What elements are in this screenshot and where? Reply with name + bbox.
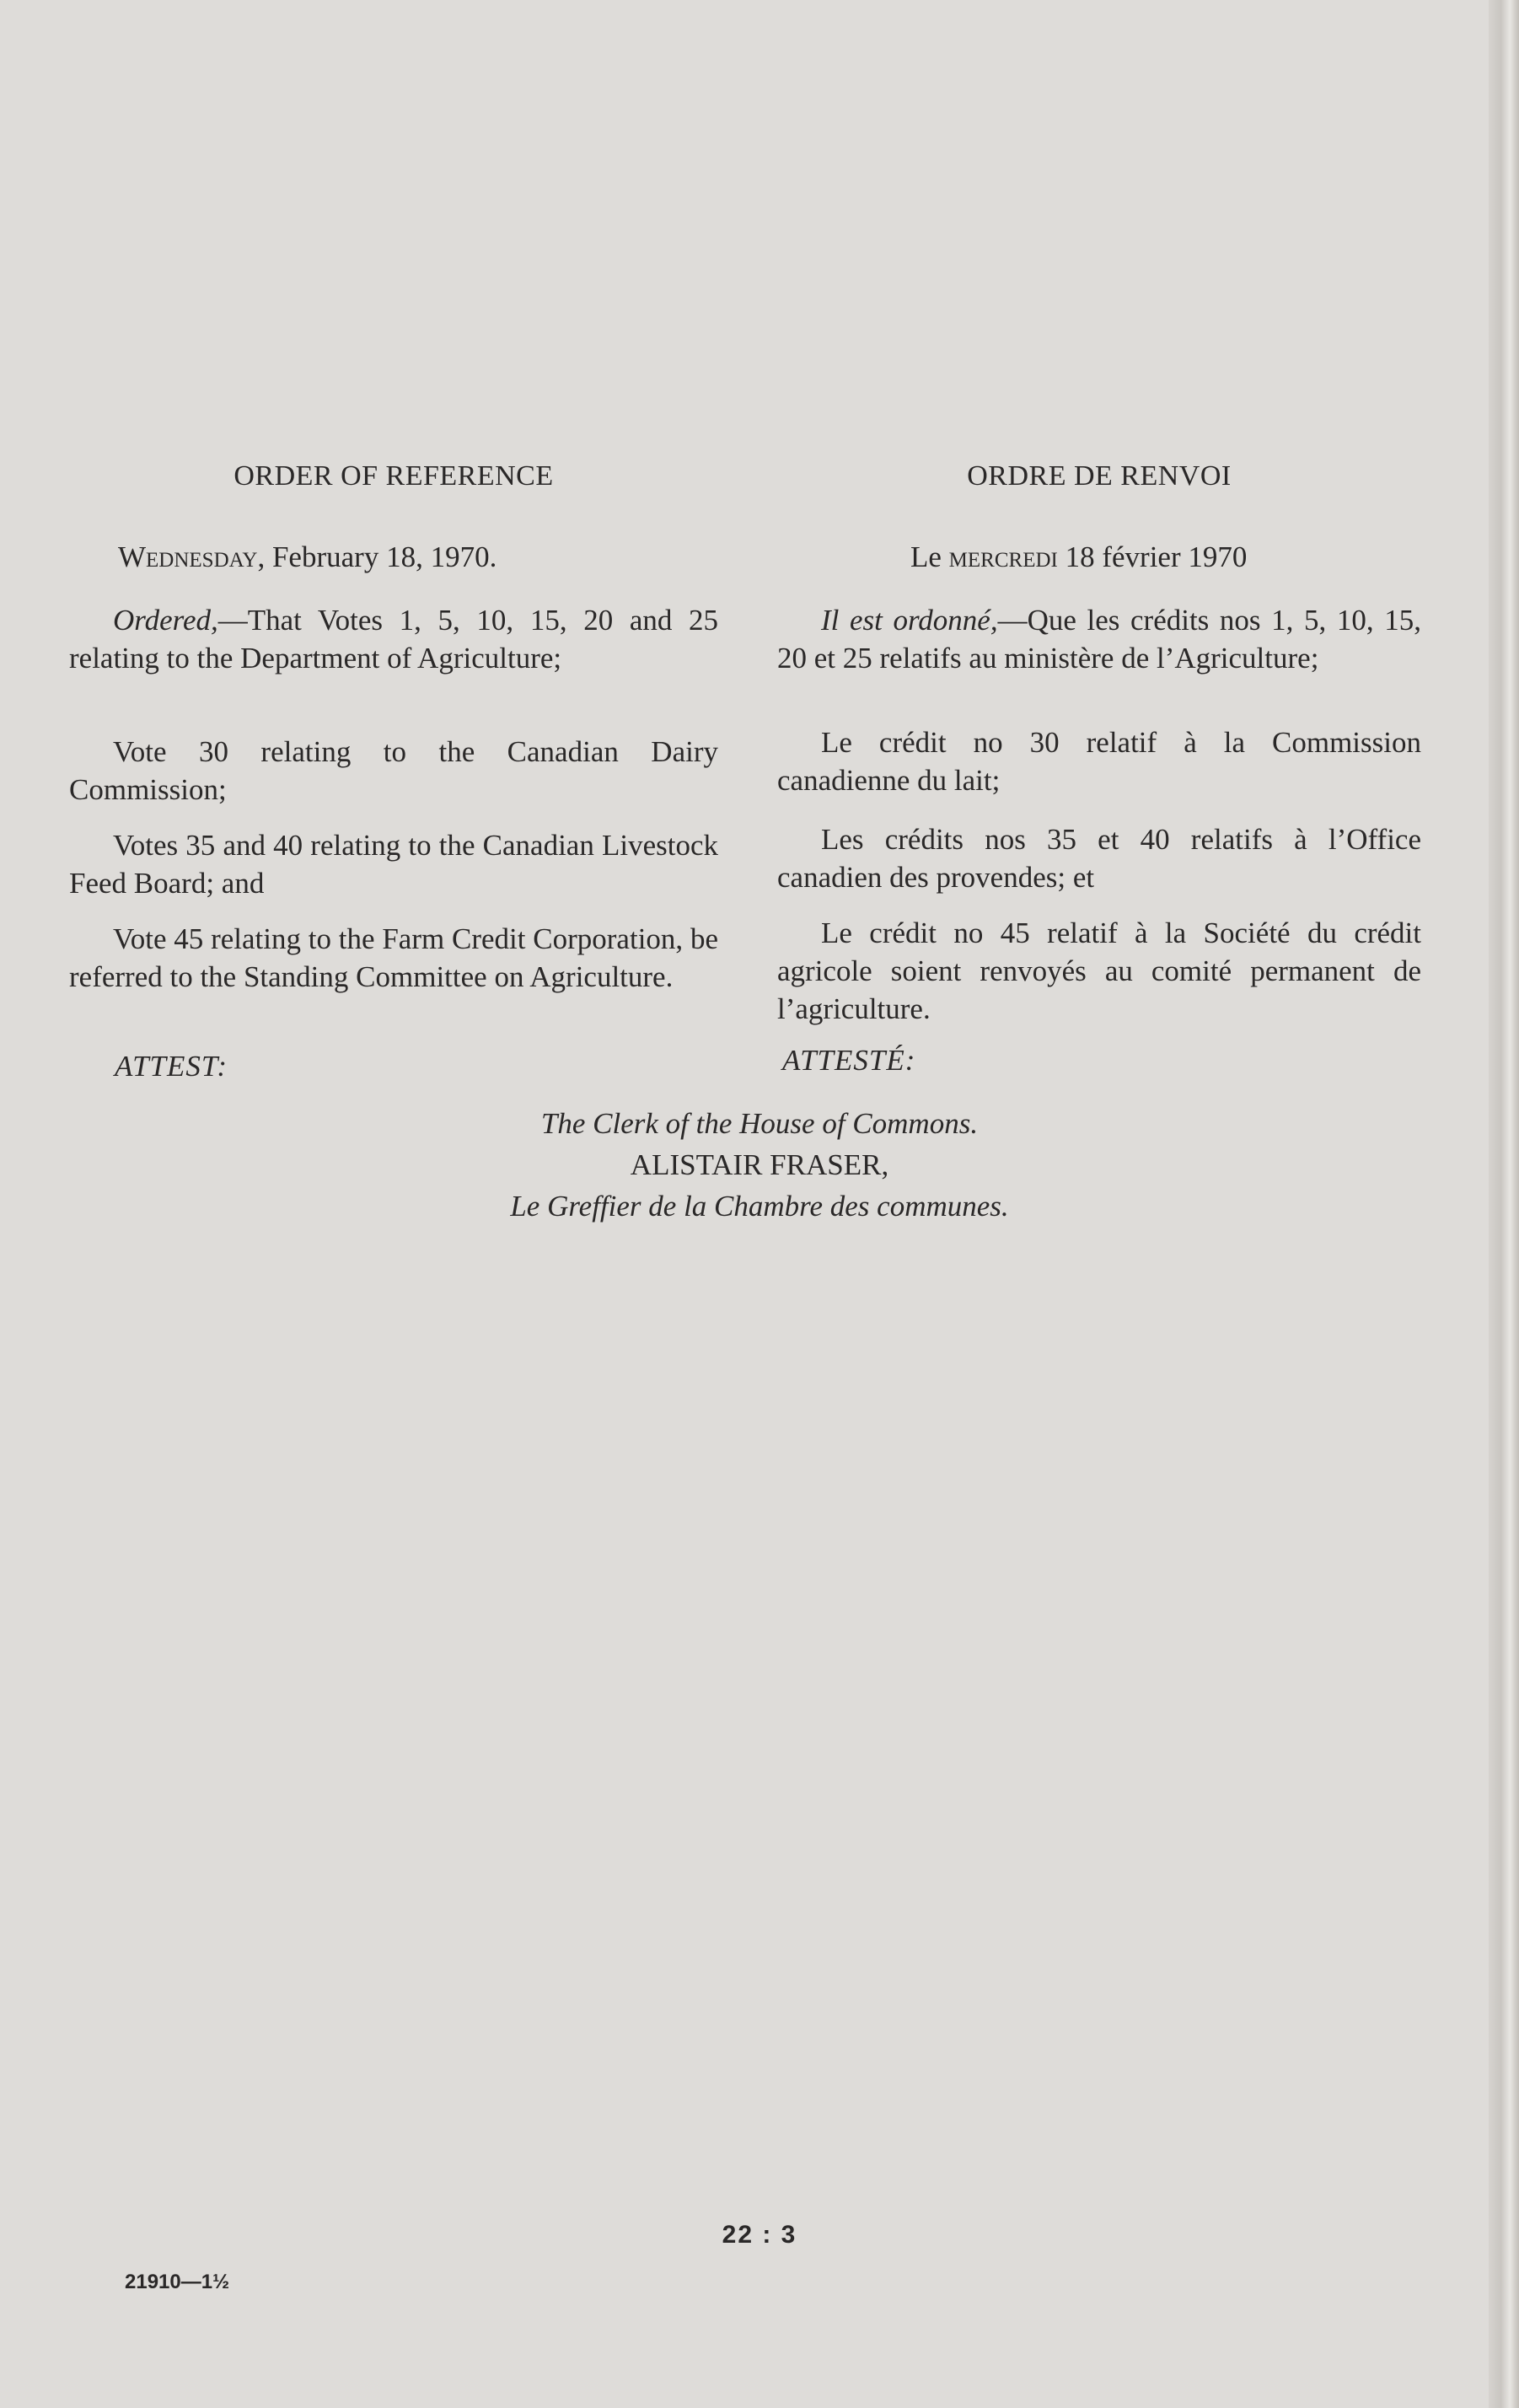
french-paragraph-3 <box>777 820 1421 896</box>
english-paragraph-4 <box>69 920 718 996</box>
date-le-french: Le <box>910 540 949 573</box>
english-paragraph-1-text: —That Votes 1, 5, 10, 15, 20 and 25 relating to the Department of Agriculture; <box>69 604 718 675</box>
date-rest-french: 18 février 1970 <box>1057 540 1248 573</box>
signature-clerk-english: The Clerk of the House of Commons. <box>540 1107 979 1140</box>
french-paragraph-1 <box>777 601 1421 677</box>
english-paragraph-4-text: Vote 45 relating to the Farm Credit Corporation, be referred to the Standing Committee on Agriculture. <box>69 922 718 993</box>
date-rest-english: , February 18, 1970. <box>257 540 497 573</box>
print-code: 21910—1½ <box>125 2271 230 2293</box>
french-attest: ATTESTÉ: <box>782 1044 916 1077</box>
english-attest: ATTEST: <box>115 1050 228 1083</box>
date-day-french: mercredi <box>948 540 1058 573</box>
french-paragraph-1-text: —Que les crédits nos 1, 5, 10, 15, 20 et 25 relatifs au ministère de l’Agriculture; <box>777 604 1421 675</box>
french-paragraph-2 <box>777 723 1421 799</box>
english-paragraph-2-text: Vote 30 relating to the Canadian Dairy Commission; <box>69 735 718 806</box>
french-ordonne-lead: Il est ordonné, <box>821 604 998 637</box>
signature-name: ALISTAIR FRASER, <box>630 1148 889 1181</box>
heading-order-of-reference: ORDER OF REFERENCE <box>233 460 554 492</box>
signature-clerk-french: Le Greffier de la Chambre des communes. <box>510 1190 1009 1223</box>
heading-ordre-de-renvoi: ORDRE DE RENVOI <box>967 460 1232 492</box>
date-day-english: Wednesday <box>118 540 258 573</box>
english-paragraph-2 <box>69 733 718 809</box>
date-english <box>118 540 496 574</box>
english-ordered-lead: Ordered, <box>113 604 218 637</box>
english-paragraph-3 <box>69 826 718 902</box>
date-french <box>910 540 1247 574</box>
french-paragraph-2-text: Le crédit no 30 relatif à la Commission canadienne du lait; <box>777 726 1421 797</box>
french-paragraph-4-text: Le crédit no 45 relatif à la Société du crédit agricole soient renvoyés au comité permanent de l’agriculture. <box>777 916 1421 1025</box>
english-paragraph-1 <box>69 601 718 677</box>
french-paragraph-4 <box>777 914 1421 1028</box>
french-paragraph-3-text: Les crédits nos 35 et 40 relatifs à l’Office canadien des provendes; et <box>777 823 1421 894</box>
english-paragraph-3-text: Votes 35 and 40 relating to the Canadian Livestock Feed Board; and <box>69 829 718 900</box>
page-number: 22 : 3 <box>722 2221 797 2249</box>
